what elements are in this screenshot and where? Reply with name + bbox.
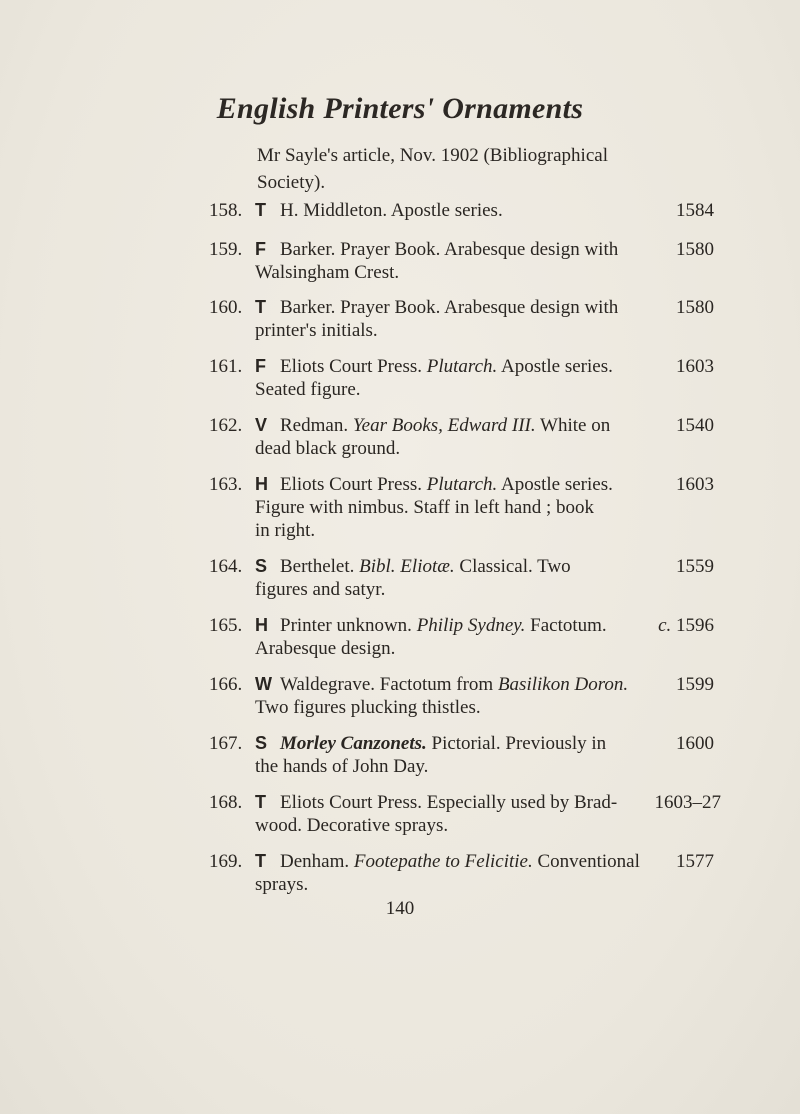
entry-code: V — [255, 415, 268, 435]
entry-line — [255, 555, 655, 578]
entry-number: 160. — [209, 297, 243, 318]
entry-text: Pictorial. Previously in — [426, 733, 607, 754]
entry-year — [658, 614, 714, 637]
year-value: 1596 — [676, 615, 714, 636]
entry-text: Classical. Two — [454, 556, 571, 577]
entry-title: Year Books, Edward III. — [352, 415, 536, 436]
entry-code: F — [255, 239, 266, 259]
entry-text: Eliots Court Press. — [280, 356, 427, 377]
entry-year: 1603–27 — [654, 792, 721, 813]
entry-number: 163. — [209, 474, 243, 495]
entry-number: 168. — [209, 792, 243, 813]
entry-text: Apostle series. — [497, 474, 613, 495]
running-header: English Printers' Ornaments — [216, 92, 584, 125]
entry-line: in right. — [255, 520, 316, 541]
entry-year: 1584 — [676, 200, 714, 221]
entry-year: 1580 — [676, 297, 714, 318]
entry-description — [255, 732, 655, 778]
entry-line: Figure with nimbus. Staff in left hand ; book — [255, 497, 594, 518]
entry-code: T — [255, 297, 266, 317]
entry-line — [255, 414, 655, 437]
entry-title: Bibl. Eliotæ. — [359, 556, 455, 577]
entry-title: Basilikon Doron. — [497, 674, 629, 695]
entry-line — [255, 673, 655, 696]
entry-line — [255, 850, 655, 873]
entry-year: 1603 — [676, 474, 714, 495]
entry-text: Factotum. — [525, 615, 607, 636]
entry-line: Seated figure. — [255, 379, 361, 400]
entry-line: figures and satyr. — [255, 579, 386, 600]
entry-code: S — [255, 733, 268, 753]
entry-number: 165. — [209, 615, 243, 636]
entry-text: Printer unknown. — [280, 615, 417, 636]
entry-line — [255, 732, 655, 755]
entry-line: sprays. — [255, 874, 309, 895]
entry-text: Waldegrave. Factotum from — [280, 674, 498, 695]
entry-line: wood. Decorative sprays. — [255, 815, 449, 836]
entry-line: Arabesque design. — [255, 638, 396, 659]
entry-description — [255, 473, 655, 542]
entry-text: Conventional — [532, 851, 640, 872]
entry-description — [255, 238, 655, 284]
entry-text: White on — [535, 415, 611, 436]
entry-code: T — [255, 200, 266, 220]
intro-line-1: Mr Sayle's article, Nov. 1902 (Bibliographical — [257, 145, 608, 166]
entry-text: Eliots Court Press. — [280, 474, 427, 495]
entry-code: T — [255, 792, 266, 812]
entry-line: the hands of John Day. — [255, 756, 429, 777]
entry-title: Morley Canzonets. — [280, 733, 427, 754]
entry-line — [255, 614, 655, 637]
entry-line: Barker. Prayer Book. Arabesque design with — [280, 239, 619, 260]
entry-year: 1600 — [676, 733, 714, 754]
entry-description — [255, 791, 655, 837]
entry-line: dead black ground. — [255, 438, 401, 459]
entry-number: 161. — [209, 356, 243, 377]
entry-line: Walsingham Crest. — [255, 262, 400, 283]
entry-description — [255, 414, 655, 460]
entry-description — [255, 555, 655, 601]
entry-description — [255, 614, 655, 660]
entry-number: 162. — [209, 415, 243, 436]
entry-title: Plutarch. — [426, 356, 498, 377]
entry-line — [255, 355, 655, 378]
entry-line: Eliots Court Press. Especially used by Brad- — [280, 792, 618, 813]
entry-code: H — [255, 615, 268, 635]
entry-title: Footepathe to Felicitie. — [353, 851, 533, 872]
entry-number: 158. — [209, 200, 243, 221]
entry-number: 169. — [209, 851, 243, 872]
entry-title: Philip Sydney. — [416, 615, 526, 636]
entry-description — [255, 850, 655, 896]
entry-code: S — [255, 556, 268, 576]
entry-line: H. Middleton. Apostle series. — [280, 200, 503, 221]
entry-code: H — [255, 474, 268, 494]
entry-text: Denham. — [280, 851, 354, 872]
entry-title: Plutarch. — [426, 474, 498, 495]
entry-year: 1599 — [676, 674, 714, 695]
entry-description — [255, 296, 655, 342]
entry-year: 1577 — [676, 851, 714, 872]
entry-line: Two figures plucking thistles. — [255, 697, 481, 718]
entry-text: Redman. — [280, 415, 353, 436]
entry-code: T — [255, 851, 266, 871]
entry-code: F — [255, 356, 266, 376]
entry-line: printer's initials. — [255, 320, 378, 341]
entry-description — [255, 673, 655, 719]
entry-line: Barker. Prayer Book. Arabesque design with — [280, 297, 619, 318]
entry-description — [255, 199, 655, 222]
entry-year: 1540 — [676, 415, 714, 436]
entry-code: W — [255, 674, 272, 694]
intro-paragraph — [257, 142, 677, 196]
entry-description — [255, 355, 655, 401]
entry-number: 167. — [209, 733, 243, 754]
entry-year: 1580 — [676, 239, 714, 260]
entry-number: 164. — [209, 556, 243, 577]
entry-text: Apostle series. — [497, 356, 613, 377]
entry-year: 1559 — [676, 556, 714, 577]
circa-prefix: c. — [658, 615, 672, 636]
entry-number: 166. — [209, 674, 243, 695]
intro-line-2: Society). — [257, 172, 326, 193]
page-number: 140 — [385, 898, 415, 919]
entry-number: 159. — [209, 239, 243, 260]
entry-year: 1603 — [676, 356, 714, 377]
entry-text: Berthelet. — [280, 556, 360, 577]
entry-line — [255, 473, 655, 496]
